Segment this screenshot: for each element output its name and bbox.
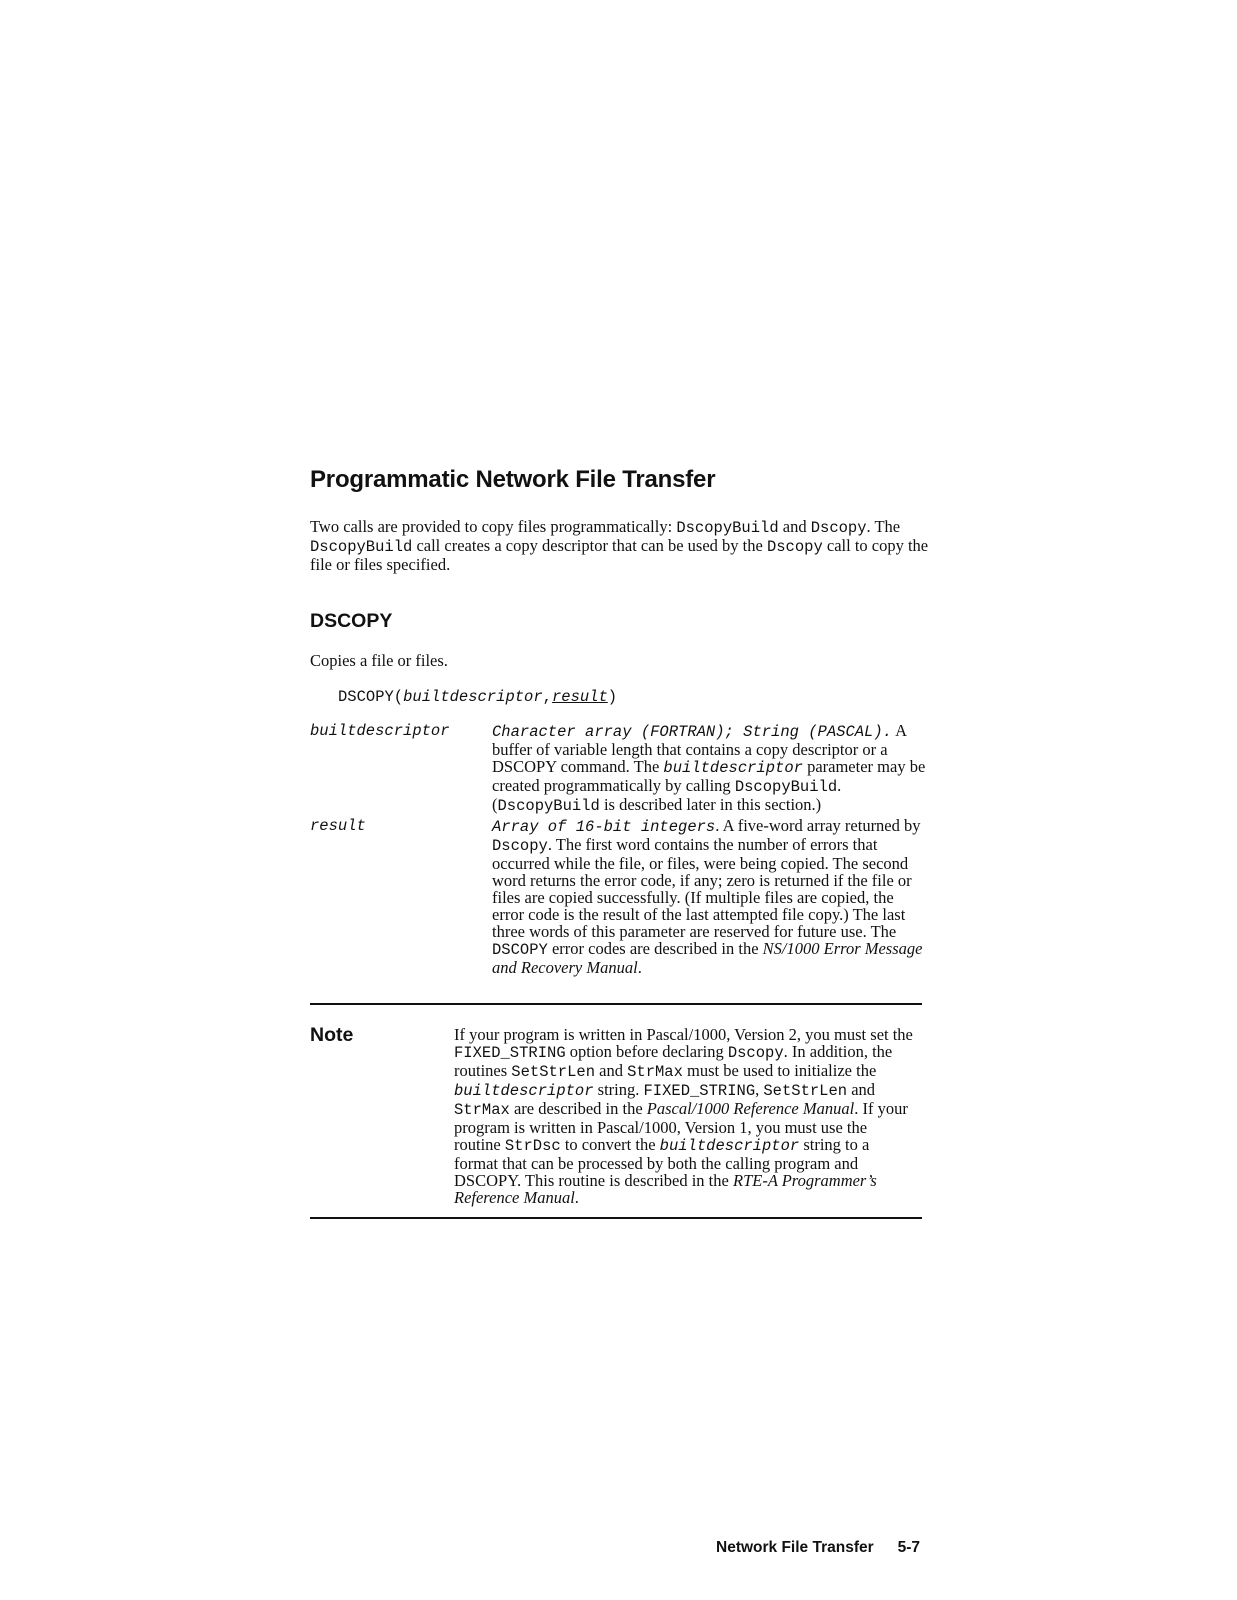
syntax-line: DSCOPY(builtdescriptor,result): [338, 688, 618, 706]
section-title: Programmatic Network File Transfer: [310, 466, 716, 493]
routine-summary: Copies a file or files.: [310, 651, 448, 670]
footer-page-number: 5-7: [897, 1539, 921, 1556]
param-desc-result: Array of 16-bit integers. A five-word array returned by Dscopy. The first word contains the number of errors that occurred while the file, or files, were being copied. The second word returns the error code, if any; zero is returned if the file or files are copied successfully. (If multiple files are copied, the error code is the result of the last attempted file copy.) The last three words of this parameter are reserved for future use. The DSCOPY error codes are described in the NS/1000 Error Message and Recovery Manual.: [492, 816, 923, 977]
note-bottom-rule: [310, 1217, 922, 1219]
intro-paragraph: Two calls are provided to copy files programmatically: DscopyBuild and Dscopy. The DscopyBuild call creates a copy descriptor that can be used by the Dscopy call to copy the file or files specified.: [310, 517, 929, 574]
param-name-builtdescriptor: builtdescriptor: [310, 722, 450, 740]
note-top-rule: [310, 1003, 922, 1005]
note-text: If your program is written in Pascal/1000, Version 2, you must set the FIXED_STRING option before declaring Dscopy. In addition, the routines SetStrLen and StrMax must be used to initialize the builtdescriptor string. FIXED_STRING, SetStrLen and StrMax are described in the Pascal/1000 Reference Manual. If your program is written in Pascal/1000, Version 1, you must use the routine StrDsc to convert the builtdescriptor string to a format that can be processed by both the calling program and DSCOPY. This routine is described in the RTE-A Programmer’s Reference Manual.: [454, 1025, 913, 1207]
subsection-title: DSCOPY: [310, 610, 393, 632]
param-desc-builtdescriptor: Character array (FORTRAN); String (PASCAL). A buffer of variable length that contains a copy descriptor or a DSCOPY command. The builtdescriptor parameter may be created programmatically by calling DscopyBuild. (DscopyBuild is described later in this section.): [492, 721, 926, 815]
note-label: Note: [310, 1024, 354, 1046]
page-footer: [716, 1539, 920, 1557]
footer-chapter: Network File Transfer: [716, 1539, 874, 1556]
param-name-result: result: [310, 817, 366, 835]
